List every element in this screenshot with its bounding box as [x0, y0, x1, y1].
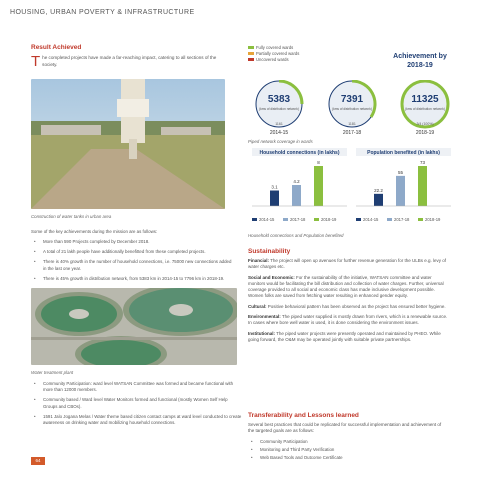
bar [374, 194, 383, 206]
circle-year: 2014-15 [269, 130, 289, 135]
para-label: Cultural: [248, 303, 267, 309]
circle-badge: 3/4 (100%) [416, 122, 434, 126]
circle-value: 5383 [267, 94, 291, 105]
legend-swatch [356, 218, 361, 221]
bar [314, 166, 323, 206]
list-item: • More than 590 Projects completed by December 2018. [31, 239, 236, 245]
bar-value-label: 3.1 [271, 184, 278, 190]
circle-badge: 1181 [348, 122, 356, 126]
bar [396, 176, 405, 206]
list-item: • Community Participation [248, 439, 448, 445]
treatment-plant-photo [31, 288, 237, 365]
legend-label: 2014-15 [259, 217, 275, 222]
para-text: Positive behavioral pattern has been observed as the project has ensured better hygiene. [266, 303, 446, 309]
household-population-chart [248, 148, 454, 228]
legend-label: 2014-15 [363, 217, 379, 222]
bar [292, 185, 301, 206]
circle-badge: 1161 [275, 122, 283, 126]
coverage-circle-2014 [256, 81, 302, 135]
bar [270, 191, 279, 207]
sustainability-para [248, 304, 448, 310]
para-text: The piped water projects were presently operated and maintained by PHEO. While going forward, the O&M may be operated jointly with suitable private partnerships. [248, 330, 441, 342]
drop-cap: T [31, 53, 41, 70]
legend-label: 2017-18 [290, 217, 306, 222]
circle-sub: (kms of distribution network) [259, 107, 299, 111]
transferability-list [248, 439, 448, 464]
achievement-title: Achievement by 2018-19 [393, 53, 447, 69]
result-intro [31, 55, 221, 68]
sustainability-para [248, 314, 448, 327]
sustainability-body [248, 258, 448, 347]
circle-value: 7391 [340, 94, 364, 105]
transferability-heading: Transferability and Lessons learned [248, 412, 359, 419]
para-label: Institutional: [248, 330, 275, 336]
legend-swatch [283, 218, 288, 221]
list-item: • Monitoring and Third Party Verification [248, 447, 448, 453]
photo2-caption: Water treatment plant [31, 370, 74, 375]
coverage-circle-2017 [329, 81, 375, 135]
legend-swatch [248, 52, 254, 55]
legend-swatch [387, 218, 392, 221]
coverage-circles [245, 80, 460, 135]
legend-swatch [314, 218, 319, 221]
coverage-circle-2018 [402, 81, 448, 135]
community-list [31, 381, 243, 430]
circle-value: 11325 [411, 94, 439, 105]
list-item: • There is 40% growth in the number of household connections, i.e. 75000 new connections added in the last one year. [31, 259, 236, 271]
para-label: Social and Economic: [248, 274, 295, 280]
legend-label: 2018-19 [321, 217, 337, 222]
sustainability-para [248, 331, 448, 344]
bar-value-label: 22.2 [374, 187, 383, 193]
bar-value-label: 73 [419, 160, 426, 165]
para-label: Environmental: [248, 314, 281, 320]
legend-swatch [252, 218, 257, 221]
achievements-list [31, 239, 236, 286]
coverage-caption: Piped network coverage in wards [248, 139, 313, 144]
list-item: • Community based / Ward level Water Monitors formed and functional (mostly Women Self Help Groups and CBOs). [31, 397, 243, 409]
chart-title: Population benefited (in lakhs) [367, 150, 440, 156]
bar-value-label: 8 [317, 160, 320, 165]
bar-value-label: 4.2 [293, 179, 300, 184]
sustainability-heading: Sustainability [248, 248, 291, 255]
coverage-legend [248, 45, 299, 63]
circle-year: 2018-19 [415, 130, 435, 135]
list-item: • 1591 Jalo Jogana Melas / Water theme based citizen contact camps at ward level conducted to create awareness on drinking water and mobilizing household connections. [31, 414, 243, 426]
water-tank-photo [31, 79, 225, 209]
para-label: Financial: [248, 258, 270, 263]
list-item: • Web Based Tools and Outcome Certificate [248, 455, 448, 461]
bar-chart-caption: Household connections and Population benefited [248, 233, 344, 238]
legend-label: Fully covered wards [256, 45, 294, 50]
list-item: • Community Participation: ward level WATSAN Committee was formed and became functional with more than 12000 members. [31, 381, 243, 393]
circle-sub: (kms of distribution network) [332, 107, 372, 111]
page-header: HOUSING, URBAN POVERTY & INFRASTRUCTURE [10, 9, 195, 16]
result-intro-text: he completed projects have made a far-reaching impact, catering to all sections of the society. [42, 55, 217, 67]
legend-label: Partially covered wards [256, 51, 300, 56]
para-text: The piped water supplied is mostly drawn from rivers, which is a renewable source. In cases where bore well water is used, it is done considering the environment issues. [248, 314, 448, 326]
transferability-intro: Several best practices that could be replicated for successful implementation and achievement of the targeted goals are as follows: [248, 422, 442, 434]
legend-label: 2017-18 [394, 217, 410, 222]
bar-value-label: 55 [397, 169, 404, 175]
legend-swatch [248, 58, 254, 61]
sustainability-para [248, 258, 448, 271]
sustainability-para [248, 275, 448, 300]
bar [418, 166, 427, 206]
photo1-caption: Construction of water tanks in urban area [31, 214, 112, 219]
para-text: For the sustainability of the initiative, WATSAN committee and water monitors would be facilitating the bill distribution and collection of water charges. Further, universal coverage provided to all social and economic class has made inclusive development possible. Women folks are saved from fetching water resulting in enhanced gender equity. [248, 274, 444, 299]
legend-item [248, 57, 299, 62]
legend-swatch [248, 46, 254, 49]
list-item: • A total of 21 lakh people have additionally benefitted from these completed projects. [31, 249, 236, 255]
legend-label: Uncovered wards [256, 57, 289, 62]
list-item: • There is 45% growth in distribution network, from 5383 km in 2014-15 to 7796 km in 2018-19. [31, 276, 236, 282]
legend-item [248, 51, 299, 56]
page-number: 64 [31, 457, 45, 465]
legend-label: 2018-19 [425, 217, 441, 222]
para-text: The project will open up avenues for further revenue generation for the ULBs e.g. levy of water charges etc. [248, 258, 447, 270]
legend-item [248, 45, 299, 50]
legend-swatch [418, 218, 423, 221]
achievements-intro: Some of the key achievements during the mission are as follows: [31, 229, 158, 234]
circle-sub: (kms of distribution network) [405, 107, 445, 111]
circle-year: 2017-18 [342, 130, 362, 135]
result-heading: Result Achieved [31, 44, 82, 51]
chart-title: Household connections (in lakhs) [259, 150, 340, 156]
